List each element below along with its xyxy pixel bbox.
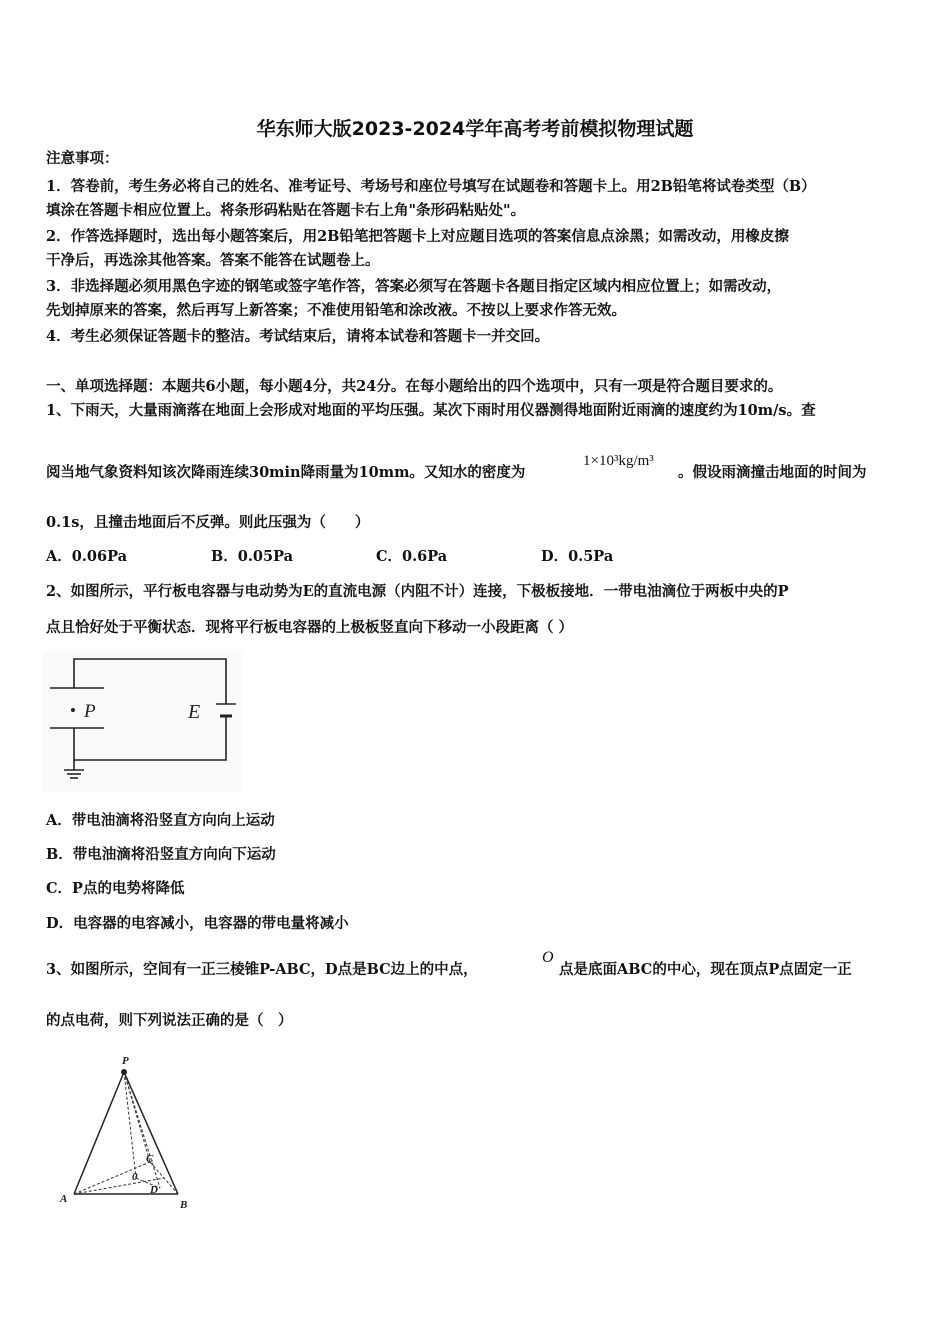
q2-line-1: 2、如图所示，平行板电容器与电动势为E的直流电源（内阻不计）连接，下极板接地．一带电油滴位于两板中央的P <box>46 583 789 600</box>
label-e: E <box>188 701 201 723</box>
q1-option-d: D．0.5Pa <box>541 548 614 565</box>
notice-line-4: 干净后，再选涂其他答案。答案不能答在试题卷上。 <box>46 252 380 269</box>
capacitor-circuit-figure <box>42 652 242 792</box>
oil-drop-dot <box>71 708 75 712</box>
q3-line-1b: 点是底面ABC的中心，现在顶点P点固定一正 <box>559 961 852 978</box>
q1-line-2b: 。假设雨滴撞击地面的时间为 <box>678 464 867 481</box>
label-d: D <box>150 1184 158 1196</box>
q1-line-3: 0.1s，且撞击地面后不反弹。则此压强为（ ） <box>46 514 370 531</box>
label-b: B <box>180 1199 188 1211</box>
q3-o-symbol: O <box>542 949 554 966</box>
q2-option-b: B．带电油滴将沿竖直方向向下运动 <box>46 846 276 863</box>
section-heading: 一、单项选择题：本题共6小题，每小题4分，共24分。在每小题给出的四个选项中，只有一项是符合题目要求的。 <box>46 378 783 395</box>
label-c: C <box>146 1153 154 1165</box>
q1-option-a: A．0.06Pa <box>46 548 127 565</box>
label-p: P <box>84 701 96 722</box>
q3-line-2: 的点电荷，则下列说法正确的是（ ） <box>46 1012 293 1029</box>
q2-option-c: C．P点的电势将降低 <box>46 880 185 897</box>
q2-option-d: D．电容器的电容减小，电容器的带电量将减小 <box>46 915 349 932</box>
q2-line-2: 点且恰好处于平衡状态．现将平行板电容器的上极板竖直向下移动一小段距离（ ） <box>46 619 574 636</box>
notice-heading: 注意事项： <box>46 150 119 167</box>
pyramid-figure <box>52 1050 202 1215</box>
q2-option-a: A．带电油滴将沿竖直方向向上运动 <box>46 812 275 829</box>
apex-charge <box>121 1069 127 1075</box>
page-title: 华东师大版2023-2024学年高考考前模拟物理试题 <box>256 118 694 140</box>
q1-density-formula: 1×10³kg/m³ <box>583 453 654 469</box>
q1-line-1: 1、下雨天，大量雨滴落在地面上会形成对地面的平均压强。某次下雨时用仪器测得地面附近雨滴的速度约为10m/s。查 <box>46 402 816 419</box>
notice-line-7: 4．考生必须保证答题卡的整洁。考试结束后，请将本试卷和答题卡一并交回。 <box>46 328 550 345</box>
notice-line-1: 1．答卷前，考生务必将自己的姓名、准考证号、考场号和座位号填写在试题卷和答题卡上。用2B铅笔将试卷类型（B） <box>46 178 816 195</box>
notice-line-3: 2．作答选择题时，选出每小题答案后，用2B铅笔把答题卡上对应题目选项的答案信息点涂黑；如需改动，用橡皮擦 <box>46 228 789 245</box>
label-o: 0 <box>132 1171 138 1183</box>
q1-line-2a: 阅当地气象资料知该次降雨连续30min降雨量为10mm。又知水的密度为 <box>46 464 526 481</box>
q3-line-1a: 3、如图所示，空间有一正三棱锥P-ABC，D点是BC边上的中点， <box>46 961 478 978</box>
label-a: A <box>60 1193 68 1205</box>
notice-line-5: 3．非选择题必须用黑色字迹的钢笔或签字笔作答，答案必须写在答题卡各题目指定区域内相应位置上；如需改动， <box>46 278 782 295</box>
label-p: P <box>122 1055 129 1067</box>
q1-option-b: B．0.05Pa <box>211 548 293 565</box>
notice-line-6: 先划掉原来的答案，然后再写上新答案；不准使用铅笔和涂改液。不按以上要求作答无效。 <box>46 302 626 319</box>
notice-line-2: 填涂在答题卡相应位置上。将条形码粘贴在答题卡右上角"条形码粘贴处"。 <box>46 202 526 219</box>
q1-option-c: C．0.6Pa <box>376 548 448 565</box>
